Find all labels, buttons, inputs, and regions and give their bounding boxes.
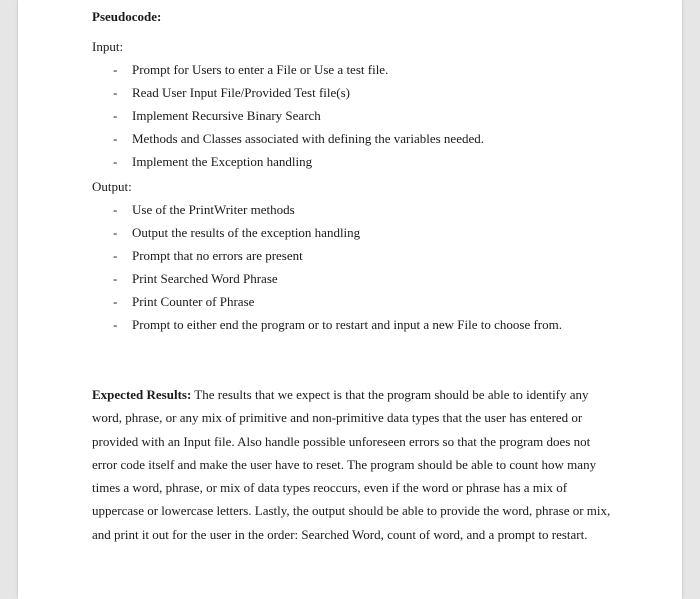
dash-bullet: - <box>113 294 118 309</box>
dash-bullet: - <box>113 108 118 123</box>
output-item-text: Prompt that no errors are present <box>132 248 303 263</box>
input-item-text: Methods and Classes associated with defining the variables needed. <box>132 131 484 146</box>
output-item-text: Prompt to either end the program or to restart and input a new File to choose from. <box>132 317 562 332</box>
document-page <box>18 0 682 599</box>
dash-bullet: - <box>113 248 118 263</box>
dash-bullet: - <box>113 317 118 332</box>
input-list-item <box>92 58 632 81</box>
dash-bullet: - <box>113 225 118 240</box>
input-label: Input: <box>92 39 124 54</box>
dash-bullet: - <box>113 131 118 146</box>
output-list-item <box>92 221 632 244</box>
pseudocode-heading: Pseudocode: <box>92 9 162 24</box>
output-list-item <box>92 313 632 336</box>
input-item-text: Implement the Exception handling <box>132 154 313 169</box>
input-list-item <box>92 81 632 104</box>
dash-bullet: - <box>113 62 118 77</box>
document-content <box>92 8 632 546</box>
expected-results-paragraph <box>92 383 612 546</box>
output-item-text: Print Counter of Phrase <box>132 294 255 309</box>
expected-results-text: The results that we expect is that the program should be able to identify any word, phrase, or any mix of primitive and non-primitive data types that the user has entered or provided with an Input file. Also handle possible unforeseen errors so that the program does not error code itself and make the user have to reset. The program should be able to count how many times a word, phrase, or mix of data types reoccurs, even if the word or phrase has a mix of uppercase or lowercase letters. Lastly, the output should be able to provide the word, phrase or mix, and print it out for the user in the order: Searched Word, count of word, and a prompt to restart. <box>92 387 611 542</box>
output-list <box>92 198 632 336</box>
input-list-item <box>92 150 632 173</box>
dash-bullet: - <box>113 85 118 100</box>
output-list-item <box>92 244 632 267</box>
input-item-text: Prompt for Users to enter a File or Use a test file. <box>132 62 389 77</box>
dash-bullet: - <box>113 202 118 217</box>
input-item-text: Implement Recursive Binary Search <box>132 108 321 123</box>
output-label: Output: <box>92 179 132 194</box>
dash-bullet: - <box>113 271 118 286</box>
input-list <box>92 58 632 173</box>
output-item-text: Output the results of the exception handling <box>132 225 361 240</box>
output-list-item <box>92 290 632 313</box>
output-list-item <box>92 198 632 221</box>
input-list-item <box>92 104 632 127</box>
dash-bullet: - <box>113 154 118 169</box>
input-item-text: Read User Input File/Provided Test file(s) <box>132 85 351 100</box>
output-item-text: Print Searched Word Phrase <box>132 271 278 286</box>
output-item-text: Use of the PrintWriter methods <box>132 202 295 217</box>
output-list-item <box>92 267 632 290</box>
expected-results-heading: Expected Results: <box>92 387 192 402</box>
input-list-item <box>92 127 632 150</box>
